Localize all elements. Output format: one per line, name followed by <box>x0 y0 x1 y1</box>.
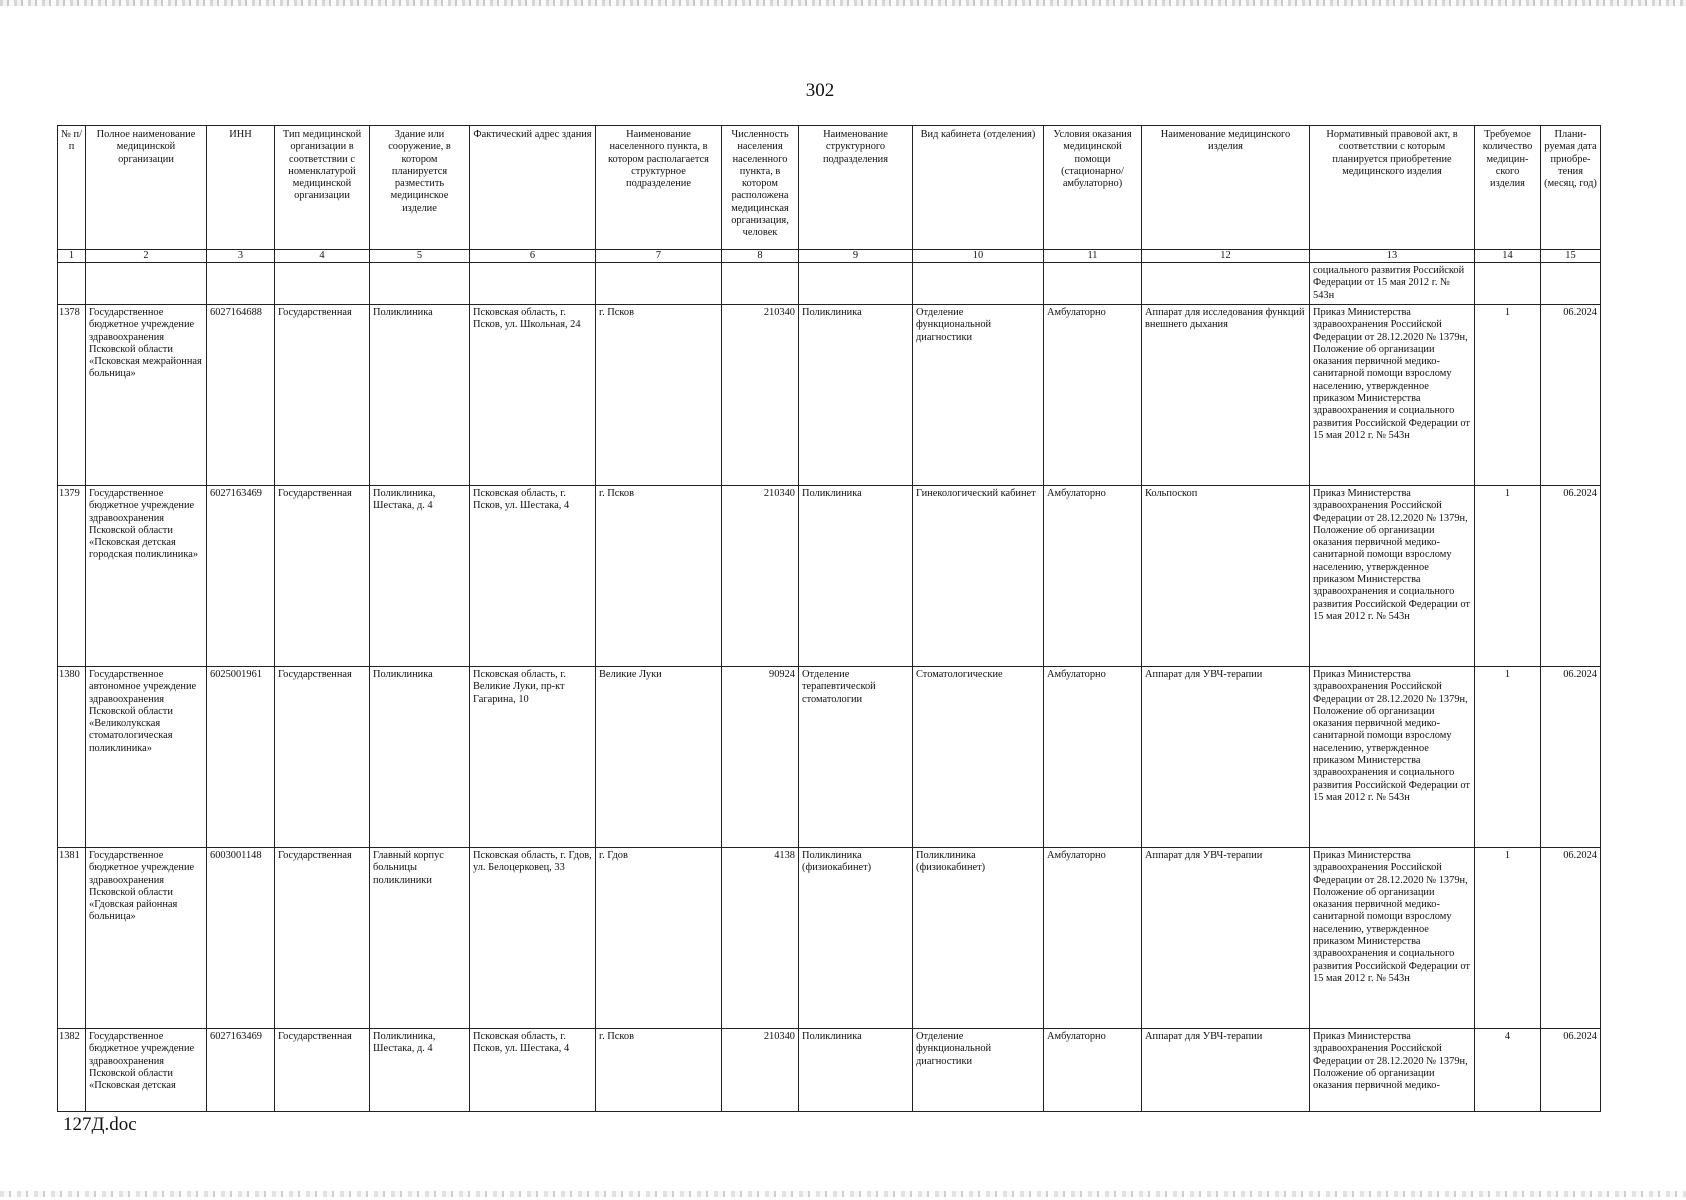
address: Псковская область, г. Гдов, ул. Белоцерковец, 33 <box>470 848 596 1029</box>
organization-type: Государственная <box>275 486 370 667</box>
empty-cell <box>1541 263 1601 305</box>
column-number: 9 <box>799 250 913 263</box>
continuation-row <box>58 263 1601 305</box>
header-cell: Условия оказания медицинской помощи (стационарно/ амбулаторно) <box>1044 126 1142 250</box>
inn: 6027164688 <box>207 305 275 486</box>
empty-cell <box>207 263 275 305</box>
address: Псковская область, г. Псков, ул. Шестака, 4 <box>470 1029 596 1112</box>
inn: 6027163469 <box>207 1029 275 1112</box>
locality: г. Псков <box>596 305 722 486</box>
header-row <box>58 126 1601 250</box>
care-conditions: Амбулаторно <box>1044 667 1142 848</box>
header-cell: Наименование населенного пункта, в котором располагается структурное подразделение <box>596 126 722 250</box>
header-cell: № п/п <box>58 126 86 250</box>
cabinet-type: Гинекологический кабинет <box>913 486 1044 667</box>
organization-type: Государственная <box>275 848 370 1029</box>
row-number: 1378 <box>58 305 86 486</box>
legal-act: Приказ Министерства здравоохранения Российской Федерации от 28.12.2020 № 1379н, Положение об организации оказания первичной медико-санитарной помощи взрослому населению, утвержденное приказом Министерства здравоохранения и социального развития Российской Федерации от 15 мая 2012 г. № 543н <box>1310 848 1475 1029</box>
column-number: 10 <box>913 250 1044 263</box>
header-cell: Наименование структурного подразделения <box>799 126 913 250</box>
purchase-date: 06.2024 <box>1541 305 1601 486</box>
medical-device: Аппарат для исследования функций внешнего дыхания <box>1142 305 1310 486</box>
locality: г. Псков <box>596 486 722 667</box>
care-conditions: Амбулаторно <box>1044 486 1142 667</box>
care-conditions: Амбулаторно <box>1044 848 1142 1029</box>
column-number: 4 <box>275 250 370 263</box>
footer-file-name: 127Д.doc <box>63 1114 137 1135</box>
row-number: 1379 <box>58 486 86 667</box>
empty-cell <box>1044 263 1142 305</box>
cabinet-type: Отделение функциональной диагностики <box>913 1029 1044 1112</box>
column-number: 2 <box>86 250 207 263</box>
structural-unit: Поликлиника <box>799 1029 913 1112</box>
column-number: 7 <box>596 250 722 263</box>
column-number: 12 <box>1142 250 1310 263</box>
table-row <box>58 667 1601 848</box>
cabinet-type: Стоматологические <box>913 667 1044 848</box>
care-conditions: Амбулаторно <box>1044 1029 1142 1112</box>
empty-cell <box>470 263 596 305</box>
empty-cell <box>722 263 799 305</box>
quantity: 1 <box>1475 305 1541 486</box>
cabinet-type: Отделение функциональной диагностики <box>913 305 1044 486</box>
quantity: 1 <box>1475 667 1541 848</box>
empty-cell <box>799 263 913 305</box>
population: 4138 <box>722 848 799 1029</box>
header-cell: Наименование медицинского изделия <box>1142 126 1310 250</box>
organization-type: Государственная <box>275 305 370 486</box>
continuation-text: социального развития Российской Федерации от 15 мая 2012 г. № 543н <box>1310 263 1475 305</box>
structural-unit: Поликлиника <box>799 486 913 667</box>
building: Поликлиника <box>370 667 470 848</box>
medical-device: Кольпоскоп <box>1142 486 1310 667</box>
building: Поликлиника, Шестака, д. 4 <box>370 486 470 667</box>
table-row <box>58 848 1601 1029</box>
structural-unit: Поликлиника <box>799 305 913 486</box>
column-number: 5 <box>370 250 470 263</box>
organization-type: Государственная <box>275 1029 370 1112</box>
header-cell: Вид кабинета (отделения) <box>913 126 1044 250</box>
legal-act: Приказ Министерства здравоохранения Российской Федерации от 28.12.2020 № 1379н, Положение об организации оказания первичной медико- <box>1310 1029 1475 1112</box>
purchase-date: 06.2024 <box>1541 848 1601 1029</box>
scan-edge-top <box>0 0 1686 6</box>
population: 90924 <box>722 667 799 848</box>
inn: 6027163469 <box>207 486 275 667</box>
building: Поликлиника <box>370 305 470 486</box>
header-cell: Нормативный правовой акт, в соответствии с которым планируется приобретение медицинского изделия <box>1310 126 1475 250</box>
column-number: 1 <box>58 250 86 263</box>
empty-cell <box>58 263 86 305</box>
structural-unit: Отделение терапевтической стоматологии <box>799 667 913 848</box>
address: Псковская область, г. Великие Луки, пр-кт Гагарина, 10 <box>470 667 596 848</box>
population: 210340 <box>722 1029 799 1112</box>
table-row <box>58 1029 1601 1112</box>
legal-act: Приказ Министерства здравоохранения Российской Федерации от 28.12.2020 № 1379н, Положение об организации оказания первичной медико-санитарной помощи взрослому населению, утвержденное приказом Министерства здравоохранения и социального развития Российской Федерации от 15 мая 2012 г. № 543н <box>1310 486 1475 667</box>
column-number: 6 <box>470 250 596 263</box>
table-row <box>58 486 1601 667</box>
organization-type: Государственная <box>275 667 370 848</box>
medical-device: Аппарат для УВЧ-терапии <box>1142 848 1310 1029</box>
header-cell: Здание или сооружение, в котором планируется разместить медицинское изделие <box>370 126 470 250</box>
column-number-row <box>58 250 1601 263</box>
population: 210340 <box>722 305 799 486</box>
header-cell: Численность населения населенного пункта, в котором расположена медицинская организация, человек <box>722 126 799 250</box>
row-number: 1381 <box>58 848 86 1029</box>
column-number: 13 <box>1310 250 1475 263</box>
scan-edge-bottom <box>0 1191 1686 1197</box>
organization-name: Государственное бюджетное учреждение здравоохранения Псковской области «Псковская детская <box>86 1029 207 1112</box>
header-cell: Плани-руемая дата приобре-тения (месяц, год) <box>1541 126 1601 250</box>
medical-device: Аппарат для УВЧ-терапии <box>1142 1029 1310 1112</box>
cabinet-type: Поликлиника (физиокабинет) <box>913 848 1044 1029</box>
empty-cell <box>596 263 722 305</box>
column-number: 3 <box>207 250 275 263</box>
empty-cell <box>1475 263 1541 305</box>
quantity: 1 <box>1475 848 1541 1029</box>
building: Поликлиника, Шестака, д. 4 <box>370 1029 470 1112</box>
table-row <box>58 305 1601 486</box>
header-cell: Требуемое количество медицин-ского изделия <box>1475 126 1541 250</box>
row-number: 1382 <box>58 1029 86 1112</box>
equipment-table <box>57 125 1601 1112</box>
empty-cell <box>913 263 1044 305</box>
page-number: 302 <box>805 80 835 101</box>
header-cell: Фактический адрес здания <box>470 126 596 250</box>
empty-cell <box>1142 263 1310 305</box>
header-cell: Тип медицинской организации в соответствии с номенклатурой медицинской организации <box>275 126 370 250</box>
header-cell: Полное наименование медицинской организации <box>86 126 207 250</box>
purchase-date: 06.2024 <box>1541 486 1601 667</box>
address: Псковская область, г. Псков, ул. Шестака, 4 <box>470 486 596 667</box>
empty-cell <box>370 263 470 305</box>
locality: г. Гдов <box>596 848 722 1029</box>
care-conditions: Амбулаторно <box>1044 305 1142 486</box>
organization-name: Государственное бюджетное учреждение здравоохранения Псковской области «Гдовская районная больница» <box>86 848 207 1029</box>
row-number: 1380 <box>58 667 86 848</box>
medical-device: Аппарат для УВЧ-терапии <box>1142 667 1310 848</box>
building: Главный корпус больницы поликлиники <box>370 848 470 1029</box>
locality: г. Псков <box>596 1029 722 1112</box>
organization-name: Государственное бюджетное учреждение здравоохранения Псковской области «Псковская межрайонная больница» <box>86 305 207 486</box>
address: Псковская область, г. Псков, ул. Школьная, 24 <box>470 305 596 486</box>
column-number: 14 <box>1475 250 1541 263</box>
structural-unit: Поликлиника (физиокабинет) <box>799 848 913 1029</box>
inn: 6025001961 <box>207 667 275 848</box>
purchase-date: 06.2024 <box>1541 1029 1601 1112</box>
population: 210340 <box>722 486 799 667</box>
column-number: 8 <box>722 250 799 263</box>
legal-act: Приказ Министерства здравоохранения Российской Федерации от 28.12.2020 № 1379н, Положение об организации оказания первичной медико-санитарной помощи взрослому населению, утвержденное приказом Министерства здравоохранения и социального развития Российской Федерации от 15 мая 2012 г. № 543н <box>1310 667 1475 848</box>
column-number: 15 <box>1541 250 1601 263</box>
organization-name: Государственное автономное учреждение здравоохранения Псковской области «Великолукская стоматологическая поликлиника» <box>86 667 207 848</box>
quantity: 4 <box>1475 1029 1541 1112</box>
empty-cell <box>275 263 370 305</box>
purchase-date: 06.2024 <box>1541 667 1601 848</box>
organization-name: Государственное бюджетное учреждение здравоохранения Псковской области «Псковская детская городская поликлиника» <box>86 486 207 667</box>
inn: 6003001148 <box>207 848 275 1029</box>
header-cell: ИНН <box>207 126 275 250</box>
legal-act: Приказ Министерства здравоохранения Российской Федерации от 28.12.2020 № 1379н, Положение об организации оказания первичной медико-санитарной помощи взрослому населению, утвержденное приказом Министерства здравоохранения и социального развития Российской Федерации от 15 мая 2012 г. № 543н <box>1310 305 1475 486</box>
empty-cell <box>86 263 207 305</box>
quantity: 1 <box>1475 486 1541 667</box>
locality: Великие Луки <box>596 667 722 848</box>
column-number: 11 <box>1044 250 1142 263</box>
